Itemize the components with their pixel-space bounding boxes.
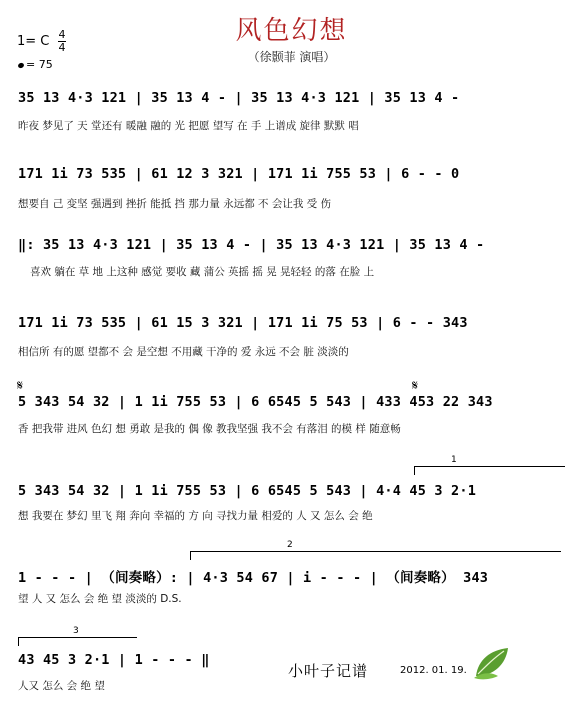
leaf-icon [472,646,512,684]
volta-bracket-2 [190,540,561,560]
volta-number-1: 1 [451,455,457,465]
score-row-2-notes: 171 1i 73 535 | 61 12 3 321 | 171 1i 755 53 | 6 - - 0 [18,166,460,182]
score-row-8-lyrics: 人又 怎么 会 绝 望 [18,680,105,692]
score-row-5-notes: 5 343 54 32 | 1 1i 755 53 | 6 6545 5 543 | 433 453 22 343 [18,394,493,410]
time-signature [58,30,66,53]
score-row-1-notes: 35 13 4·3 121 | 35 13 4 - | 35 13 4·3 121 | 35 13 4 - [18,90,460,106]
tempo-marking [18,58,53,71]
segno-sign-right: 𝄋 [412,378,419,394]
time-signature-top: 4 [58,28,66,41]
key-signature: 1= C [17,34,50,49]
song-subtitle: （徐颢菲 演唱） [247,50,336,64]
volta-bracket-1 [414,455,565,475]
score-row-4-lyrics: 相信所 有的愿 望都不 会 是空想 不用藏 干净的 爱 永远 不会 脏 淡淡的 [18,346,349,358]
score-row-3-notes: ‖: 35 13 4·3 121 | 35 13 4 - | 35 13 4·3 121 | 35 13 4 - [18,237,485,253]
score-row-4-notes: 171 1i 73 535 | 61 15 3 321 | 171 1i 75 53 | 6 - - 343 [18,315,468,331]
score-row-1-lyrics: 昨夜 梦见了 天 堂还有 暖融 融的 光 把愿 望写 在 手 上谱成 旋律 默默 唱 [18,120,359,132]
volta-number-2: 2 [287,540,293,550]
score-row-3-lyrics: 喜欢 躺在 草 地 上这种 感觉 要收 藏 蒲公 英摇 摇 晃 晃轻轻 的落 在脸 上 [30,266,375,278]
score-row-7-notes: 1 - - - | （间奏略）: | 4·3 54 67 | i - - - | （间奏略） 343 [18,570,489,586]
volta-number-3: 3 [73,626,79,636]
song-title: 风色幻想 [235,16,348,46]
score-row-5-lyrics: 香 把我带 进风 色幻 想 勇敢 是我的 偶 像 教我坚强 我不会 有落泪 的模 样 随意畅 [18,423,401,435]
transcriber-credit: 小叶子记谱 [288,662,369,680]
score-row-2-lyrics: 想要自 己 变坚 强遇到 挫折 能抵 挡 那力量 永远都 不 会让我 受 伤 [18,198,332,210]
score-row-7-lyrics: 望 人 又 怎么 会 绝 望 淡淡的 D.S. [18,593,182,605]
quarter-note-icon [17,62,24,69]
score-row-6-notes: 5 343 54 32 | 1 1i 755 53 | 6 6545 5 543 | 4·4 45 3 2·1 [18,483,477,499]
time-signature-bottom: 4 [58,41,66,54]
score-row-6-lyrics: 想 我要在 梦幻 里飞 翔 奔向 幸福的 方 向 寻找力量 相爱的 人 又 怎么 会 绝 [18,510,373,522]
score-row-8-notes: 43 45 3 2·1 | 1 - - - ‖ [18,652,210,668]
segno-sign-left: 𝄋 [17,378,24,394]
volta-bracket-3 [18,626,137,646]
transcription-date: 2012. 01. 19. [400,665,467,676]
tempo-value: = 75 [26,58,53,71]
